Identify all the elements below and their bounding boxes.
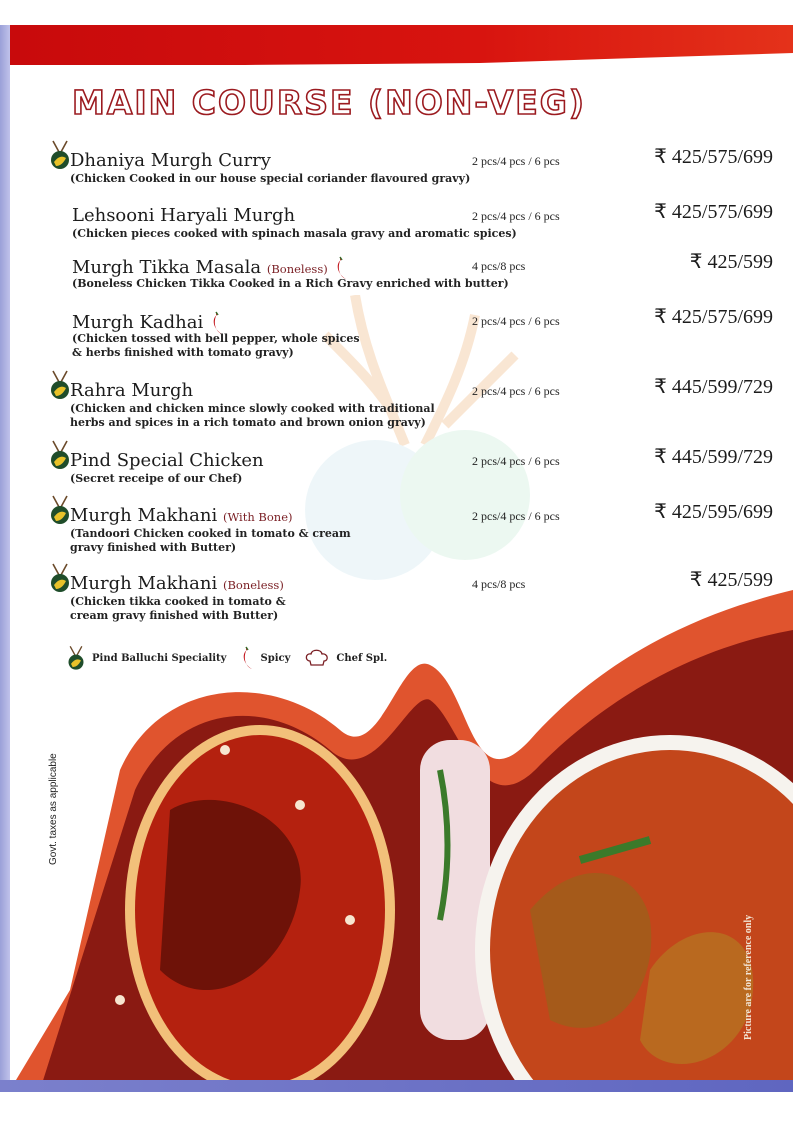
picture-note: Picture are for reference only	[743, 914, 754, 1040]
item-price: ₹ 425/595/699	[654, 501, 773, 523]
legend-chef-label: Chef Spl.	[336, 652, 388, 664]
item-name: Murgh Kadhai	[72, 310, 225, 336]
menu-page	[10, 25, 793, 1087]
item-description: (Chicken pieces cooked with spinach masala gravy and aromatic spices)	[72, 227, 517, 240]
item-description: (Chicken tossed with bell pepper, whole spices	[72, 332, 360, 345]
item-tag: (Boneless)	[266, 262, 328, 276]
legend-spicy-label: Spicy	[260, 652, 291, 664]
item-price: ₹ 425/575/699	[654, 306, 773, 328]
item-tag: (Boneless)	[222, 578, 284, 592]
speciality-badge-icon	[48, 495, 72, 525]
item-description: cream gravy finished with Butter)	[70, 609, 279, 622]
item-name: Murgh Makhani (Boneless)	[70, 573, 284, 594]
item-description: gravy finished with Butter)	[70, 541, 237, 554]
item-description: herbs and spices in a rich tomato and brown onion gravy)	[70, 416, 426, 429]
item-tag: (With Bone)	[222, 510, 293, 524]
item-quantity: 2 pcs/4 pcs / 6 pcs	[472, 314, 560, 328]
item-price: ₹ 445/599/729	[654, 446, 773, 468]
item-price: ₹ 425/575/699	[654, 201, 773, 223]
item-quantity: 2 pcs/4 pcs / 6 pcs	[472, 209, 560, 223]
speciality-badge-icon	[48, 440, 72, 470]
taxes-note: Govt. taxes as applicable	[48, 753, 59, 865]
item-quantity: 2 pcs/4 pcs / 6 pcs	[472, 454, 560, 468]
item-name: Murgh Tikka Masala (Boneless)	[72, 255, 349, 281]
item-description: (Secret receipe of our Chef)	[70, 472, 243, 485]
item-name: Dhaniya Murgh Curry	[70, 150, 271, 171]
item-quantity: 2 pcs/4 pcs / 6 pcs	[472, 509, 560, 523]
page-title: MAIN COURSE (NON-VEG)	[72, 83, 586, 122]
item-price: ₹ 425/599	[689, 251, 773, 273]
top-red-band	[10, 25, 793, 65]
item-description: (Chicken and chicken mince slowly cooked with traditional	[70, 402, 435, 415]
item-quantity: 4 pcs/8 pcs	[472, 259, 526, 273]
speciality-badge-icon	[48, 563, 72, 593]
item-description: (Chicken tikka cooked in tomato &	[70, 595, 286, 608]
item-quantity: 2 pcs/4 pcs / 6 pcs	[472, 154, 560, 168]
item-name: Murgh Makhani (With Bone)	[70, 505, 293, 526]
item-quantity: 4 pcs/8 pcs	[472, 577, 526, 591]
item-description: & herbs finished with tomato gravy)	[72, 346, 294, 359]
legend-speciality-label: Pind Balluchi Speciality	[92, 652, 227, 664]
item-price: ₹ 425/599	[689, 569, 773, 591]
item-description: (Boneless Chicken Tikka Cooked in a Rich Gravy enriched with butter)	[72, 277, 509, 290]
item-name: Rahra Murgh	[70, 380, 194, 401]
page-bottom-edge	[0, 1080, 793, 1092]
item-description: (Tandoori Chicken cooked in tomato & cream	[70, 527, 351, 540]
speciality-badge-icon	[48, 370, 72, 400]
food-photos-banner	[10, 590, 793, 1087]
item-price: ₹ 445/599/729	[654, 376, 773, 398]
item-description: (Chicken Cooked in our house special coriander flavoured gravy)	[70, 172, 471, 185]
item-quantity: 2 pcs/4 pcs / 6 pcs	[472, 384, 560, 398]
speciality-badge-icon	[48, 140, 72, 170]
item-price: ₹ 425/575/699	[654, 146, 773, 168]
item-name: Lehsooni Haryali Murgh	[72, 205, 296, 226]
item-name: Pind Special Chicken	[70, 450, 264, 471]
